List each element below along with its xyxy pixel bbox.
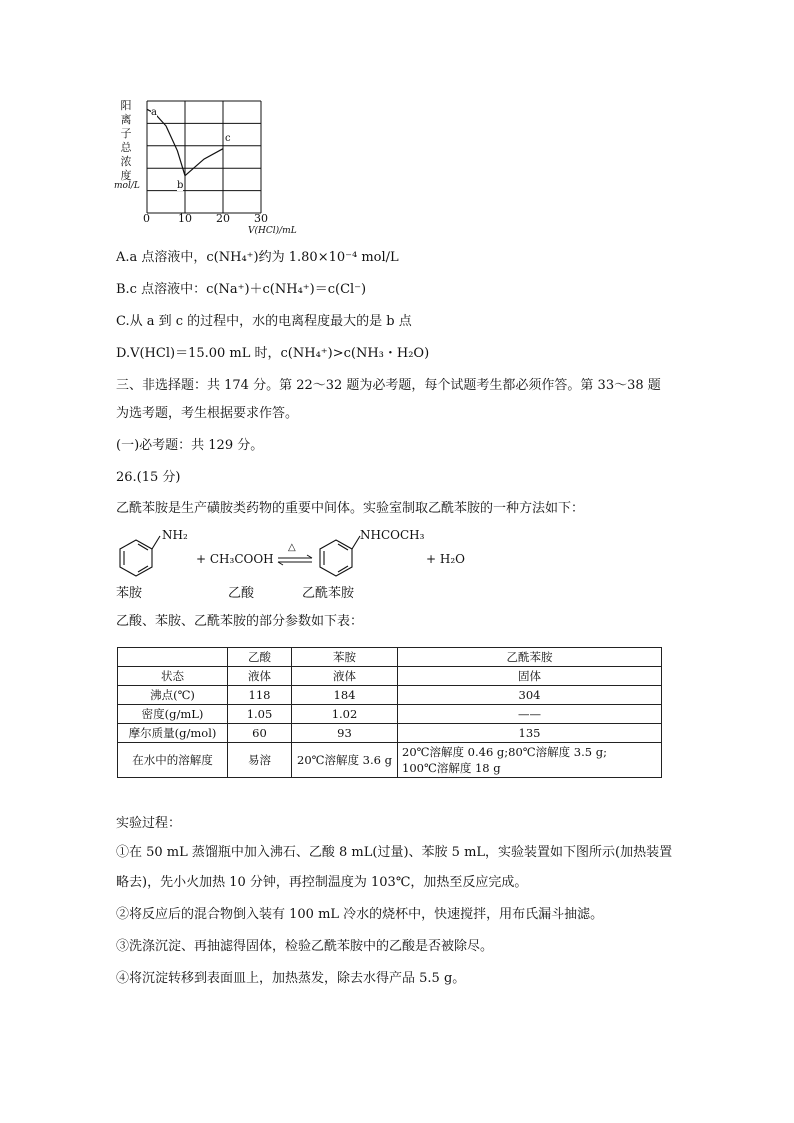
- acetic-acid-formula: + CH₃COOH: [196, 552, 274, 566]
- table-cell: 沸点(℃): [118, 686, 228, 705]
- ylabel-char: 度: [120, 169, 132, 182]
- procedure-step3: ③洗涤沉淀、再抽滤得固体，检验乙酰苯胺中的乙酸是否被除尽。: [116, 939, 494, 954]
- option-c: C.从 a 到 c 的过程中，水的电离程度最大的是 b 点: [116, 314, 412, 329]
- option-b: B.c 点溶液中：c(Na⁺)＋c(NH₄⁺)＝c(Cl⁻): [116, 282, 367, 297]
- table-cell: 状态: [118, 667, 228, 686]
- table-cell: 密度(g/mL): [118, 705, 228, 724]
- option-d: D.V(HCl)＝15.00 mL 时，c(NH₄⁺)>c(NH₃・H₂O): [116, 346, 430, 361]
- table-cell: 20℃溶解度 3.6 g: [292, 743, 398, 778]
- table-cell: 固体: [398, 667, 662, 686]
- table-cell: ——: [398, 705, 662, 724]
- table-header-row: [118, 648, 662, 667]
- option-a: A.a 点溶液中，c(NH₄⁺)约为 1.80×10⁻⁴ mol/L: [116, 250, 399, 265]
- ylabel-char: 子: [120, 127, 132, 140]
- acetic-acid-name: 乙酸: [228, 586, 255, 601]
- point-label-a: a: [151, 107, 157, 119]
- aniline-name: 苯胺: [116, 586, 143, 601]
- chart-plot: [146, 100, 262, 214]
- procedure-step2: ②将反应后的混合物倒入装有 100 mL 冷水的烧杯中，快速搅拌，用布氏漏斗抽滤。: [116, 907, 604, 922]
- table-cell: 摩尔质量(g/mol): [118, 724, 228, 743]
- point-label-c: c: [225, 132, 231, 144]
- chart-grid: [147, 101, 261, 213]
- table-cell: 184: [292, 686, 398, 705]
- table-header: 乙酸: [228, 648, 292, 667]
- table-row: [118, 705, 662, 724]
- table-cell: 135: [398, 724, 662, 743]
- table-row: [118, 724, 662, 743]
- solubility-line: 20℃溶解度 0.46 g;80℃溶解度 3.5 g;: [402, 745, 607, 759]
- reaction-arrow-icon: [278, 555, 312, 565]
- ylabel-unit: mol/L: [114, 181, 140, 191]
- section-heading-line2: 为选考题，考生根据要求作答。: [116, 406, 299, 421]
- table-header: [118, 648, 228, 667]
- table-cell: 易溶: [228, 743, 292, 778]
- table-row: [118, 667, 662, 686]
- table-cell: 118: [228, 686, 292, 705]
- concentration-chart: [110, 96, 300, 236]
- benzene-ring-icon: [120, 536, 160, 576]
- table-cell: 93: [292, 724, 398, 743]
- ylabel-char: 浓: [120, 155, 132, 168]
- x-axis-label: V(HCl)/mL: [248, 226, 297, 236]
- table-cell: 液体: [228, 667, 292, 686]
- table-header: 乙酰苯胺: [398, 648, 662, 667]
- table-row-solubility: [118, 743, 662, 778]
- x-tick-label: 10: [178, 212, 192, 225]
- heat-condition: △: [288, 542, 296, 553]
- procedure-step1-line1: ①在 50 mL 蒸馏瓶中加入沸石、乙酸 8 mL(过量)、苯胺 5 mL，实验装置如下图所示(加热装置: [116, 845, 673, 860]
- table-cell-solubility: [398, 743, 662, 778]
- table-cell: 1.02: [292, 705, 398, 724]
- table-intro: 乙酸、苯胺、乙酰苯胺的部分参数如下表：: [116, 614, 364, 629]
- reaction-equation: [116, 528, 496, 602]
- point-label-b: b: [177, 179, 184, 191]
- question-number: 26.(15 分): [116, 470, 181, 485]
- procedure-step4: ④将沉淀转移到表面皿上，加热蒸发，除去水得产品 5.5 g。: [116, 971, 466, 986]
- x-tick-label: 30: [254, 212, 268, 225]
- procedure-title: 实验过程：: [116, 816, 182, 831]
- ylabel-char: 总: [120, 141, 132, 154]
- properties-table: [117, 647, 662, 778]
- ylabel-char: 离: [120, 113, 132, 126]
- amino-group: NH₂: [162, 528, 188, 542]
- procedure-step1-line2: 略去)，先小火加热 10 分钟，再控制温度为 103℃，加热至反应完成。: [116, 875, 528, 890]
- table-cell: 在水中的溶解度: [118, 743, 228, 778]
- required-heading: (一)必考题：共 129 分。: [116, 438, 264, 453]
- solubility-line: 100℃溶解度 18 g: [402, 761, 501, 775]
- acetanilide-name: 乙酰苯胺: [302, 586, 355, 601]
- benzene-ring-icon: [320, 536, 360, 576]
- question-intro: 乙酰苯胺是生产磺胺类药物的重要中间体。实验室制取乙酰苯胺的一种方法如下：: [116, 501, 585, 516]
- acetamido-group: NHCOCH₃: [360, 528, 425, 542]
- table-cell: 1.05: [228, 705, 292, 724]
- table-cell: 60: [228, 724, 292, 743]
- table-cell: 304: [398, 686, 662, 705]
- ylabel-char: 阳: [120, 99, 132, 112]
- table-cell: 液体: [292, 667, 398, 686]
- x-tick-label: 0: [143, 212, 150, 225]
- x-tick-label: 20: [216, 212, 230, 225]
- table-header: 苯胺: [292, 648, 398, 667]
- section-heading-line1: 三、非选择题：共 174 分。第 22～32 题为必考题，每个试题考生都必须作答。第 33～38 题: [116, 378, 661, 393]
- water-formula: + H₂O: [426, 552, 465, 566]
- table-row: [118, 686, 662, 705]
